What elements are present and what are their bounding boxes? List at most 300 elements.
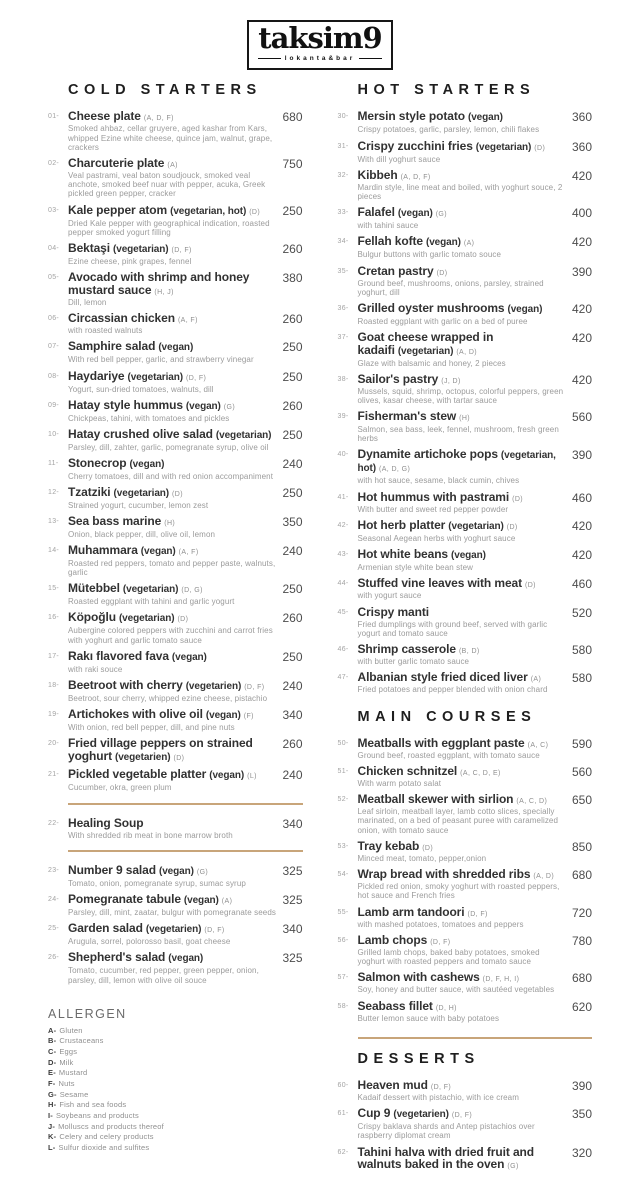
item-body (358, 934, 567, 966)
item-number: 44- (337, 580, 349, 588)
item-name (358, 906, 567, 919)
item-allergen-codes: (A) (530, 676, 542, 684)
logo-title: taksim9 (258, 21, 382, 55)
item-body (358, 140, 567, 164)
item-price: 420 (571, 518, 592, 533)
item-body (68, 157, 277, 199)
item-number: 41- (337, 493, 349, 501)
item-number: 26- (48, 954, 60, 962)
item-number: 10- (48, 430, 60, 438)
item-allergen-codes: (D, G) (181, 587, 203, 595)
item-number: 46- (337, 646, 349, 653)
item-name-text: Stonecrop (68, 456, 127, 471)
item-price: 340 (282, 708, 303, 723)
item-allergen-codes: (H) (164, 520, 176, 528)
item-number: 19- (48, 711, 60, 719)
menu-item (338, 606, 593, 638)
item-diet-label: (vegan) (467, 112, 503, 124)
allergen-entry (48, 1036, 303, 1047)
item-description: With shredded rib meat in bone marrow broth (68, 830, 233, 840)
item-body (68, 242, 277, 266)
item-name (358, 140, 567, 154)
item-name-text: Tahini halva with dried fruit and walnuts baked in the oven (357, 1144, 534, 1172)
allergen-entry (48, 1079, 303, 1090)
item-name (358, 737, 567, 750)
menu-item (48, 737, 303, 763)
item-description: Cherry tomatoes, dill and with red onion accompaniment (68, 472, 274, 482)
item-name-text: Cretan pastry (357, 263, 434, 278)
item-name (68, 951, 277, 965)
item-diet-label: (vegan) (425, 237, 461, 249)
item-body (68, 582, 277, 606)
item-description: Crispy baklava shards and Antep pistachios over raspberry diplomat cream (357, 1122, 535, 1141)
item-name-text: Crispy zucchini fries (357, 138, 473, 153)
item-description: With red bell pepper, garlic, and strawberry vinegar (68, 355, 254, 365)
item-price: 325 (282, 893, 303, 907)
item-price: 580 (571, 671, 592, 686)
item-diet-label: (vegetarian) (122, 584, 179, 596)
item-name-text: Mersin style potato (357, 109, 465, 124)
item-body (358, 519, 567, 543)
allergen-entry (48, 1047, 303, 1058)
item-diet-label: (vegetarian) (118, 613, 175, 625)
item-price: 250 (282, 340, 303, 355)
item-diet-label: (vegetarian) (215, 429, 272, 441)
item-price: 850 (571, 839, 592, 854)
item-description: Dill, lemon (68, 297, 107, 307)
item-description: Grilled lamb chops, baked baby potatoes, smoked yoghurt with roasted peppers and tomato sauce (357, 947, 540, 967)
item-price: 400 (571, 206, 592, 221)
item-number: 06- (48, 315, 60, 323)
menu-item (338, 110, 593, 134)
menu-item (338, 934, 593, 966)
menu-item (48, 110, 303, 152)
item-price: 240 (282, 457, 303, 472)
item-allergen-codes: (A, C, D) (516, 798, 548, 806)
menu-item (338, 265, 593, 297)
allergen-entry (48, 1026, 303, 1037)
item-price: 680 (571, 868, 592, 883)
item-description: Tomato, onion, pomegranate syrup, sumac syrup (68, 878, 246, 888)
item-allergen-codes: (F) (243, 713, 254, 721)
item-description: Salmon, sea bass, leek, fennel, mushroom, fresh green herbs (357, 424, 559, 443)
item-diet-label: (vegetarian, hot) (357, 449, 556, 475)
item-number: 20- (48, 740, 60, 748)
item-body (68, 768, 277, 792)
item-description: Fried dumplings with ground beef, served with garlic yogurt and tomato sauce (357, 619, 548, 638)
allergen-code: D- (48, 1057, 57, 1067)
item-description: Mardin style, line meat and boiled, with yoghurt souce, 2 pieces (357, 182, 563, 201)
item-name (358, 671, 567, 684)
item-body (358, 1107, 567, 1140)
item-price: 780 (571, 933, 592, 948)
item-number: 33- (337, 209, 349, 217)
item-number: 23- (48, 866, 60, 874)
item-name-text: Fisherman's stew (357, 409, 457, 424)
item-price: 360 (571, 110, 592, 125)
menu-item (338, 737, 593, 760)
item-price: 340 (282, 922, 303, 937)
menu-item (338, 671, 593, 694)
item-name (358, 491, 567, 504)
item-body (358, 1000, 567, 1023)
item-description: Seasonal Aegean herbs with yoghurt sauce (357, 533, 516, 543)
item-name-text: Healing Soup (68, 815, 144, 830)
item-description: Crispy potatoes, garlic, parsley, lemon, chili flakes (357, 125, 540, 135)
menu-item (338, 1107, 593, 1140)
item-diet-label: (vegetarian) (127, 371, 183, 383)
menu-item (338, 448, 593, 486)
item-description: Roasted eggplant with garlic on a bed of puree (357, 317, 528, 326)
item-diet-label: (vegetarien) (145, 924, 202, 936)
item-name-text: Fried village peppers on strained yoghurt (68, 736, 253, 763)
item-name (358, 373, 567, 386)
item-price: 250 (282, 203, 303, 218)
logo-rule-left (258, 58, 280, 59)
item-price: 620 (571, 999, 592, 1014)
item-description: Parsley, dill, mint, zaatar, bulgur with pomegranate seeds (68, 908, 276, 917)
logo-subtitle-row (258, 55, 382, 62)
item-price: 650 (571, 793, 592, 808)
item-description: with mashed potatoes, tomatoes and peppers (357, 919, 524, 929)
item-body (358, 235, 567, 259)
item-number: 22- (48, 819, 60, 827)
item-name (68, 157, 277, 170)
item-name (358, 110, 567, 124)
item-description: Onion, black pepper, dill, olive oil, lemon (68, 529, 216, 539)
item-name-text: Cheese plate (68, 109, 141, 124)
item-price: 320 (571, 1145, 592, 1160)
item-price: 350 (282, 515, 303, 530)
item-diet-label: (vegan) (129, 459, 165, 471)
allergen-entry (48, 1090, 303, 1101)
allergen-code: K- (48, 1132, 57, 1142)
menu-item (338, 1079, 593, 1102)
item-price: 750 (282, 156, 303, 171)
item-diet-label: (vegan) (205, 710, 241, 722)
menu-item (338, 169, 593, 201)
item-price: 260 (282, 398, 303, 413)
item-name (358, 302, 567, 316)
item-body (68, 515, 277, 538)
item-name (68, 864, 277, 878)
item-name (358, 765, 567, 778)
item-number: 09- (48, 401, 60, 409)
item-name-text: Albanian style fried diced liver (357, 670, 528, 685)
item-name-text: Salmon with cashews (357, 970, 480, 985)
item-body (68, 893, 277, 917)
item-price: 260 (282, 737, 303, 752)
menu-item (48, 271, 303, 307)
item-body (358, 868, 567, 900)
item-body (358, 410, 567, 442)
menu-item (48, 370, 303, 394)
section-divider (358, 1037, 593, 1039)
item-allergen-codes: (A, D, F) (400, 173, 431, 181)
item-description: with yogurt sauce (357, 591, 422, 601)
item-allergen-codes: (D, F) (430, 1083, 452, 1091)
allergen-code: I- (48, 1110, 53, 1120)
allergen-code: H- (48, 1100, 57, 1110)
item-allergen-codes: (D) (534, 144, 546, 152)
item-number: 37- (337, 334, 349, 342)
item-body (68, 110, 277, 152)
menu-item (48, 242, 303, 266)
item-price: 240 (282, 768, 303, 783)
menu-item (338, 548, 593, 572)
item-allergen-codes: (D, F) (451, 1112, 473, 1120)
item-description: with tahini sauce (357, 221, 419, 231)
menu-item (48, 204, 303, 237)
item-body (358, 971, 567, 994)
item-name (68, 312, 277, 325)
item-diet-label: (vegan) (451, 550, 486, 562)
item-price: 680 (282, 110, 303, 125)
allergen-label: Fish and sea foods (59, 1100, 127, 1110)
item-description: With butter and sweet red pepper powder (357, 504, 509, 514)
item-diet-label: (vegetarian, hot) (170, 205, 247, 217)
item-diet-label: (vegan) (507, 304, 543, 315)
allergen-entry (48, 1058, 303, 1069)
item-name-text: Samphire salad (68, 339, 156, 354)
allergen-code: J- (48, 1121, 56, 1131)
item-price: 390 (571, 447, 592, 462)
item-description: Cucumber, okra, green plum (68, 783, 172, 793)
item-allergen-codes: (D) (506, 523, 518, 531)
item-description: with butter garlic tomato sauce (357, 657, 470, 667)
item-name-text: Wrap bread with shredded ribs (357, 867, 531, 882)
item-price: 325 (282, 863, 303, 878)
item-price: 720 (571, 905, 592, 920)
menu-item (48, 817, 303, 840)
item-name-text: Falafel (357, 205, 395, 220)
item-body (68, 817, 277, 840)
allergen-entry (48, 1143, 303, 1154)
item-price: 420 (571, 372, 592, 387)
item-number: 11- (48, 460, 59, 468)
item-description: With dill yoghurt sauce (357, 154, 441, 164)
item-body (68, 271, 277, 307)
item-body (358, 906, 567, 929)
item-price: 360 (571, 139, 592, 154)
item-allergen-codes: (A) (463, 240, 475, 248)
menu-section (338, 1037, 593, 1171)
menu-item (48, 611, 303, 644)
menu-item (48, 340, 303, 364)
item-number: 61- (337, 1110, 349, 1118)
item-allergen-codes: (D, H) (435, 1004, 457, 1012)
menu-item (48, 708, 303, 732)
item-allergen-codes: (D) (173, 754, 185, 762)
item-name-text: Hot white beans (357, 547, 449, 562)
item-name (358, 643, 567, 656)
item-name (68, 242, 277, 256)
item-description: Smoked ahbaz, cellar gruyere, aged kashar from Kars, whipped Ezine white cheese, quince jam, walnut, grape, crackers (68, 124, 273, 152)
item-allergen-codes: (D, F) (467, 910, 488, 918)
menu-item (48, 515, 303, 538)
item-number: 01- (48, 113, 60, 121)
item-diet-label: (vegan) (158, 342, 194, 354)
item-name (358, 606, 567, 619)
item-allergen-codes: (B, D) (458, 648, 480, 655)
menu-item (338, 906, 593, 929)
allergen-entry (48, 1122, 303, 1133)
item-diet-label: (vegetarien) (393, 1109, 449, 1121)
item-number: 62- (337, 1148, 349, 1156)
item-description: Arugula, sorrel, polorosso basil, goat cheese (68, 937, 231, 947)
item-description: Yogurt, sun-dried tomatoes, walnuts, dill (68, 384, 214, 394)
item-number: 21- (48, 771, 60, 779)
item-price: 390 (571, 1078, 592, 1093)
item-number: 56- (337, 936, 349, 944)
item-description: Strained yogurt, cucumber, lemon zest (68, 501, 209, 511)
menu-section (338, 82, 593, 694)
item-price: 260 (282, 611, 303, 626)
item-price: 260 (282, 312, 303, 327)
item-name (358, 410, 567, 423)
menu-item (338, 643, 593, 666)
item-body (68, 340, 277, 364)
allergen-label: Gluten (59, 1025, 83, 1035)
item-body (358, 491, 567, 514)
item-price: 680 (571, 971, 592, 986)
item-number: 03- (48, 206, 60, 214)
item-diet-label: (vegetarian) (475, 141, 532, 153)
item-diet-label: (vegan) (140, 545, 176, 557)
item-description: Kadaif dessert with pistachio, with ice cream (357, 1092, 519, 1102)
item-diet-label: (vegetarian) (448, 520, 504, 532)
menu-item (48, 457, 303, 481)
item-allergen-codes: (D) (249, 208, 261, 216)
allergen-title: ALLERGEN (48, 1006, 127, 1021)
item-description: Parsley, dill, zahter, garlic, pomegranate syrup, olive oil (68, 442, 269, 452)
item-number: 58- (337, 1002, 349, 1010)
item-name-text: Shepherd's salad (68, 950, 166, 965)
item-name (68, 486, 277, 500)
item-name (358, 934, 567, 947)
menu-item (48, 893, 303, 917)
item-allergen-codes: (A, D) (533, 873, 555, 881)
item-number: 12- (48, 489, 60, 497)
item-diet-label: (vegan) (183, 895, 219, 906)
item-number: 05- (48, 274, 60, 282)
allergen-label: Crustaceans (59, 1036, 104, 1046)
item-name-text: Kibbeh (357, 167, 398, 182)
item-body (358, 206, 567, 230)
item-name (358, 265, 567, 278)
item-price: 250 (282, 582, 303, 597)
item-name-text: Hot herb platter (357, 517, 446, 532)
item-name-text: Avocado with shrimp and honey mustard sauce (68, 270, 250, 297)
item-diet-label: (vegan) (158, 865, 194, 877)
item-price: 240 (282, 678, 303, 693)
item-name-text: Rakı flavored fava (68, 648, 169, 663)
item-number: 53- (337, 842, 349, 850)
item-price: 240 (282, 543, 303, 558)
item-price: 460 (571, 490, 592, 505)
item-description: Dried Kale pepper with geographical indication, roasted pepper smoked yogurt filling (68, 218, 270, 237)
item-name (68, 922, 277, 936)
menu-item (338, 840, 593, 863)
menu-item (48, 650, 303, 674)
item-name-text: Artichokes with olive oil (68, 707, 203, 722)
item-name-text: Cup 9 (357, 1106, 391, 1121)
item-body (68, 204, 277, 237)
item-name (68, 110, 277, 123)
item-body (68, 951, 277, 984)
item-body (358, 169, 567, 201)
allergen-entry (48, 1068, 303, 1079)
item-body (68, 737, 277, 763)
menu-item (338, 868, 593, 900)
item-diet-label: (vegetarian) (397, 345, 454, 357)
menu-item (338, 140, 593, 164)
item-diet-label: (vegetarian) (113, 244, 169, 255)
item-diet-label: (vegan) (209, 770, 245, 782)
item-allergen-codes: (D, F) (171, 247, 192, 254)
left-column (48, 82, 303, 1153)
item-name (358, 331, 567, 357)
item-name (68, 893, 277, 907)
allergen-label: Soybeans and products (55, 1110, 139, 1120)
allergen-label: Milk (59, 1057, 74, 1067)
item-number: 36- (337, 305, 349, 312)
item-name (358, 577, 567, 590)
item-allergen-codes: (D, F, H, I) (482, 976, 520, 984)
item-body (358, 606, 567, 638)
item-number: 43- (337, 551, 349, 559)
item-body (358, 1079, 567, 1102)
item-price: 560 (571, 764, 592, 779)
item-name-text: Grilled oyster mushrooms (357, 301, 505, 315)
item-body (358, 302, 567, 326)
item-name-text: Crispy manti (357, 604, 429, 619)
item-body (358, 840, 567, 863)
item-number: 07- (48, 343, 60, 351)
section-divider (68, 850, 303, 852)
item-description: with raki souce (68, 664, 123, 674)
item-name-text: Meatballs with eggplant paste (357, 735, 525, 750)
right-column (338, 82, 593, 1175)
item-allergen-codes: (A, F) (177, 317, 198, 325)
item-name (68, 457, 277, 471)
menu-item (48, 768, 303, 792)
item-name (358, 235, 567, 249)
item-allergen-codes: (D) (436, 269, 448, 277)
item-diet-label: (vegetarian) (113, 488, 170, 500)
item-number: 32- (337, 171, 349, 179)
item-number: 04- (48, 245, 60, 252)
item-name (68, 515, 277, 528)
item-price: 380 (282, 271, 303, 286)
item-name (358, 519, 567, 533)
item-price: 420 (571, 168, 592, 183)
item-price: 250 (282, 649, 303, 664)
item-name (68, 708, 277, 722)
item-number: 40- (337, 450, 349, 458)
item-name-text: Seabass fillet (357, 998, 433, 1013)
item-price: 420 (571, 302, 592, 316)
item-body (358, 373, 567, 405)
section-title: MAIN COURSES (357, 708, 537, 725)
menu-item (48, 399, 303, 423)
item-body (358, 548, 567, 572)
logo-subtitle: lokanta&bar (284, 55, 356, 63)
menu-item (338, 373, 593, 405)
item-number: 30- (337, 113, 349, 121)
item-body (68, 428, 277, 452)
item-number: 08- (48, 372, 60, 380)
